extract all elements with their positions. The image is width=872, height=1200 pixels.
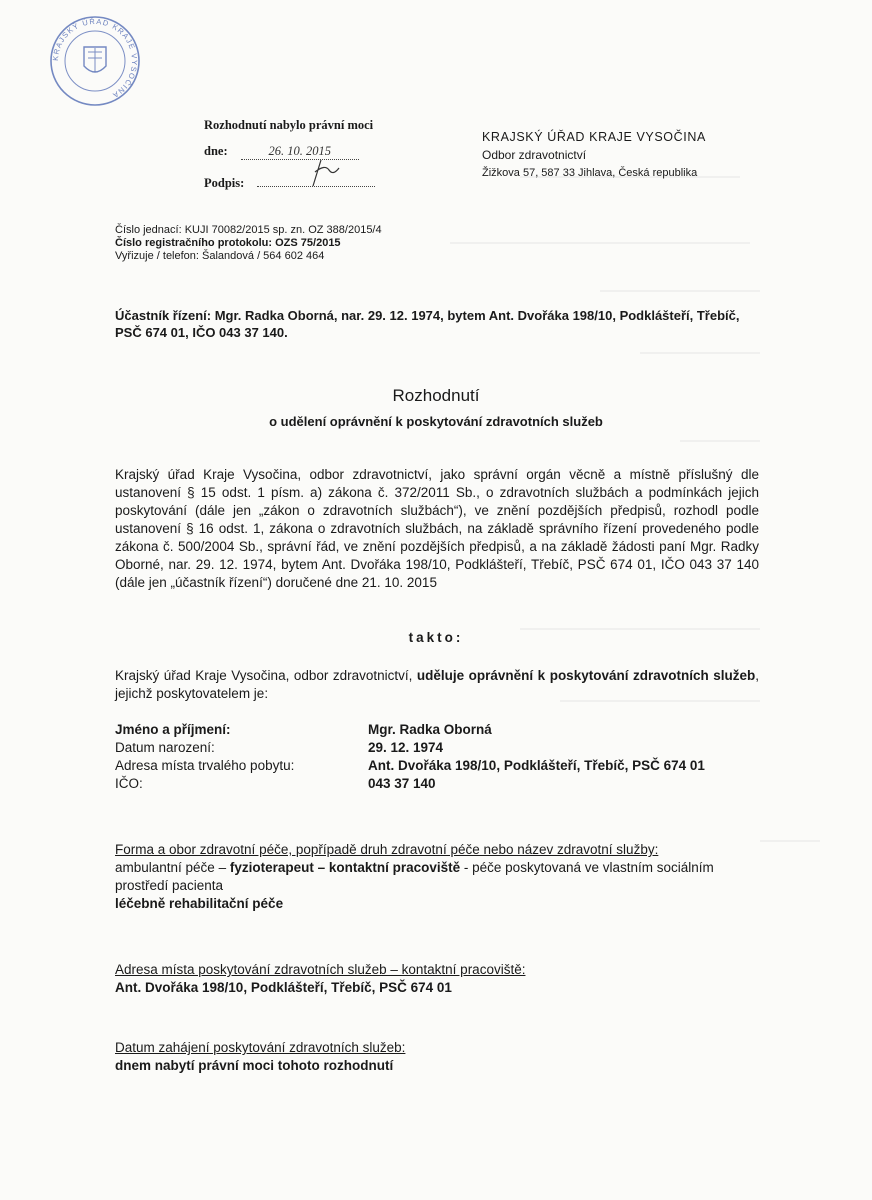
provider-label: IČO:	[115, 776, 143, 791]
provider-value: Ant. Dvořáka 198/10, Podklášteří, Třebíč, PSČ 674 01	[368, 758, 705, 773]
signature	[303, 158, 343, 188]
decision-paragraph: Krajský úřad Kraje Vysočina, odbor zdravotnictví, jako správní orgán věcně a místně příslušný dle ustanovení § 15 odst. 1 písm. a) zákona č. 372/2011 Sb., o zdravotních službách a podmínkách jejich poskytování (dále jen „zákon o zdravotních službách“), ve znění pozdějších předpisů, rozhodl podle ustanovení § 16 odst. 1, zákona o zdravotních službách, na základě správního řízení provedeného podle zákona č. 500/2004 Sb., správní řád, ve znění pozdějších předpisů, a na základě žádosti paní Mgr. Radky Oborné, nar. 29. 12. 1974, bytem Ant. Dvořáka 198/10, Podklášteří, Třebíč, PSČ 674 01, IČO 043 37 140 (dále jen „účastník řízení“) doručené dne 21. 10. 2015	[115, 467, 759, 590]
place-section	[115, 961, 765, 997]
start-heading: Datum zahájení poskytování zdravotních služeb:	[115, 1040, 406, 1055]
grant-bold: uděluje oprávnění k poskytování zdravotních služeb	[416, 668, 756, 683]
case-number: Číslo jednací: KUJI 70082/2015 sp. zn. OZ 388/2015/4	[115, 224, 382, 236]
provider-table	[115, 721, 705, 793]
place-heading: Adresa místa poskytování zdravotních služeb – kontaktní pracoviště:	[115, 962, 526, 977]
document-title: Rozhodnutí	[392, 386, 480, 405]
protocol-number: Číslo registračního protokolu: OZS 75/2015	[115, 237, 341, 249]
care-type: fyzioterapeut – kontaktní pracoviště	[229, 860, 461, 875]
stamp-date-value: 26. 10. 2015	[268, 144, 331, 158]
start-value: dnem nabytí právní moci tohoto rozhodnutí	[115, 1058, 394, 1073]
stamp-title: Rozhodnutí nabylo právní moci	[204, 118, 374, 132]
grant-text-end: , jejichž poskytovatelem je:	[115, 668, 760, 701]
provider-value: 29. 12. 1974	[368, 740, 444, 755]
grant-paragraph	[115, 667, 759, 703]
grant-text: Krajský úřad Kraje Vysočina, odbor zdravotnictví,	[115, 668, 417, 683]
office-header	[482, 128, 706, 182]
provider-label: Datum narození:	[115, 740, 215, 755]
contact-person: Vyřizuje / telefon: Šalandová / 564 602 464	[115, 250, 325, 262]
care-field: léčebně rehabilitační péče	[115, 896, 284, 911]
start-section	[115, 1039, 765, 1075]
svg-text:KRAJSKÝ ÚŘAD KRAJE VYSOČINA: KRAJSKÝ ÚŘAD KRAJE VYSOČINA	[50, 16, 140, 101]
provider-value: Mgr. Radka Oborná	[368, 722, 492, 737]
stamp-sign-label: Podpis:	[204, 176, 245, 190]
care-section	[115, 841, 765, 913]
office-department: Odbor zdravotnictví	[482, 148, 587, 162]
provider-row	[115, 739, 705, 757]
care-line	[115, 859, 765, 895]
provider-label: Jméno a příjmení:	[115, 722, 231, 737]
office-address: Žižkova 57, 587 33 Jihlava, Česká republika	[482, 167, 698, 179]
document-subtitle: o udělení oprávnění k poskytování zdravotních služeb	[269, 414, 603, 429]
place-value: Ant. Dvořáka 198/10, Podklášteří, Třebíč, PSČ 674 01	[115, 980, 452, 995]
provider-label: Adresa místa trvalého pobytu:	[115, 758, 295, 773]
provider-value: 043 37 140	[368, 776, 436, 791]
provider-row	[115, 757, 705, 775]
takto-heading: takto:	[408, 630, 464, 645]
provider-row	[115, 775, 705, 793]
care-desc: - péče poskytovaná ve vlastním sociálním prostředí pacienta	[115, 860, 714, 893]
stamp-date-label: dne:	[204, 144, 228, 158]
participant: Účastník řízení: Mgr. Radka Oborná, nar. 29. 12. 1974, bytem Ant. Dvořáka 198/10, Podklášteří, Třebíč, PSČ 674 01, IČO 043 37 140.	[115, 308, 740, 340]
reference-block	[115, 224, 382, 263]
office-name: KRAJSKÝ ÚŘAD KRAJE VYSOČINA	[482, 130, 706, 144]
care-form: ambulantní péče –	[115, 860, 230, 875]
care-heading: Forma a obor zdravotní péče, popřípadě druh zdravotní péče nebo název zdravotní služby:	[115, 842, 659, 857]
office-seal	[48, 14, 142, 108]
provider-row	[115, 721, 705, 739]
